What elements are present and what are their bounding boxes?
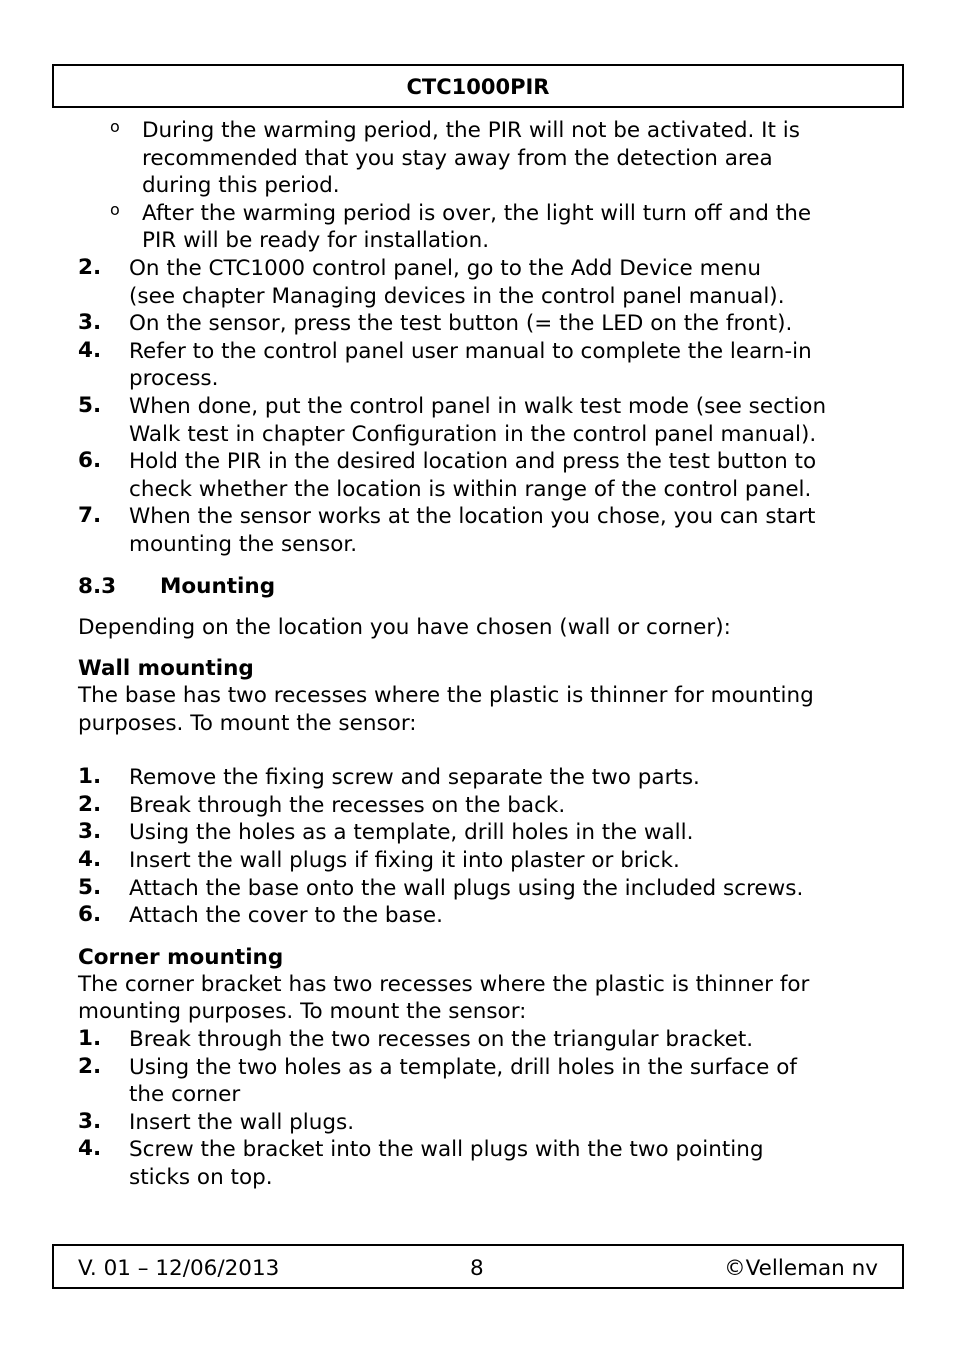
numbered-step xyxy=(78,393,878,448)
step-number: 3. xyxy=(78,1108,102,1134)
text-line: recommended that you stay away from the detection area xyxy=(142,145,773,171)
numbered-step xyxy=(78,902,878,930)
page-number: 8 xyxy=(470,1256,484,1281)
step-number: 1. xyxy=(78,1026,102,1052)
numbered-step xyxy=(78,338,878,393)
numbered-step xyxy=(78,1136,878,1191)
sub-list-item xyxy=(78,117,878,200)
section-title: Mounting xyxy=(160,573,276,599)
step-number: 3. xyxy=(78,310,102,336)
numbered-step xyxy=(78,255,878,310)
text-line: The corner bracket has two recesses where the plastic is thinner for xyxy=(78,971,810,997)
text-line: (see chapter Managing devices in the control panel manual). xyxy=(129,283,785,309)
text-line: process. xyxy=(129,366,219,392)
numbered-step xyxy=(78,847,878,875)
step-number: 6. xyxy=(78,902,102,928)
text-line: purposes. To mount the sensor: xyxy=(78,710,417,736)
numbered-step xyxy=(78,310,878,338)
step-number: 6. xyxy=(78,448,102,474)
intro-text: Depending on the location you have chosen (wall or corner): xyxy=(78,614,731,640)
text-line: Attach the base onto the wall plugs using the included screws. xyxy=(129,875,804,901)
page-header xyxy=(52,64,904,108)
text-line: Remove the fixing screw and separate the two parts. xyxy=(129,765,700,791)
numbered-step xyxy=(78,503,878,558)
text-line: When the sensor works at the location you chose, you can start xyxy=(129,504,816,530)
page-content xyxy=(78,117,878,1192)
step-number: 4. xyxy=(78,847,102,873)
text-line: during this period. xyxy=(142,173,340,199)
text-line: Insert the wall plugs if fixing it into plaster or brick. xyxy=(129,848,680,874)
text-line: When done, put the control panel in walk test mode (see section xyxy=(129,393,827,419)
text-line: the corner xyxy=(129,1082,241,1108)
text-line: mounting purposes. To mount the sensor: xyxy=(78,999,527,1025)
numbered-step xyxy=(78,448,878,503)
text-line: Screw the bracket into the wall plugs with the two pointing xyxy=(129,1137,764,1163)
text-line: sticks on top. xyxy=(129,1165,273,1190)
version-date: V. 01 – 12/06/2013 xyxy=(78,1256,280,1281)
wall-mounting-heading: Wall mounting xyxy=(78,656,254,682)
step-number: 5. xyxy=(78,874,102,900)
step-number: 4. xyxy=(78,1136,102,1162)
text-line: Refer to the control panel user manual to complete the learn-in xyxy=(129,338,812,364)
text-line: check whether the location is within range of the control panel. xyxy=(129,476,812,502)
corner-mounting-heading: Corner mounting xyxy=(78,944,284,970)
step-number: 2. xyxy=(78,254,102,280)
step-number: 3. xyxy=(78,819,102,845)
text-line: After the warming period is over, the light will turn off and the xyxy=(142,200,812,226)
numbered-step xyxy=(78,792,878,820)
document-title: CTC1000PIR xyxy=(406,75,550,99)
numbered-step xyxy=(78,1054,878,1109)
text-line: Hold the PIR in the desired location and press the test button to xyxy=(129,449,817,475)
step-number: 1. xyxy=(78,764,102,790)
step-number: 7. xyxy=(78,503,102,529)
numbered-step xyxy=(78,875,878,903)
step-number: 4. xyxy=(78,337,102,363)
step-number: 5. xyxy=(78,392,102,418)
circle-bullet-icon: o xyxy=(110,199,120,219)
circle-bullet-icon: o xyxy=(110,117,120,136)
text-line: Attach the cover to the base. xyxy=(129,903,443,929)
section-heading xyxy=(78,573,878,600)
text-line: Walk test in chapter Configuration in the control panel manual). xyxy=(129,421,817,447)
text-line: PIR will be ready for installation. xyxy=(142,228,490,254)
text-line: Insert the wall plugs. xyxy=(129,1109,355,1135)
section-number: 8.3 xyxy=(78,573,117,599)
text-line: During the warming period, the PIR will not be activated. It is xyxy=(142,118,800,143)
text-line: On the sensor, press the test button (= the LED on the front). xyxy=(129,311,793,337)
numbered-step xyxy=(78,1109,878,1137)
step-number: 2. xyxy=(78,791,102,817)
text-line: Using the two holes as a template, drill holes in the surface of xyxy=(129,1054,797,1080)
text-line: Break through the recesses on the back. xyxy=(129,792,566,818)
numbered-step xyxy=(78,819,878,847)
text-line: Break through the two recesses on the triangular bracket. xyxy=(129,1027,754,1053)
sub-list-item xyxy=(78,200,878,255)
text-line: The base has two recesses where the plastic is thinner for mounting xyxy=(78,683,814,709)
numbered-step xyxy=(78,764,878,792)
numbered-step xyxy=(78,1026,878,1054)
step-number: 2. xyxy=(78,1053,102,1079)
text-line: mounting the sensor. xyxy=(129,531,358,557)
text-line: Using the holes as a template, drill holes in the wall. xyxy=(129,820,694,846)
copyright-text: ©Velleman nv xyxy=(724,1256,878,1281)
text-line: On the CTC1000 control panel, go to the Add Device menu xyxy=(129,255,762,281)
page-footer xyxy=(52,1244,904,1289)
